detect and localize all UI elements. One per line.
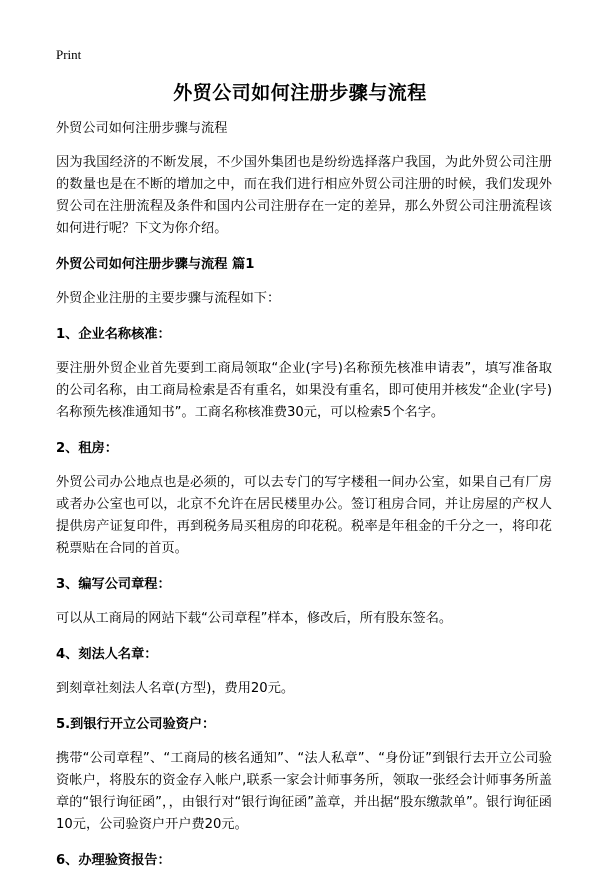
step-heading-5: 5.到银行开立公司验资户：	[56, 717, 216, 732]
step-heading-3: 3、编写公司章程：	[56, 577, 171, 592]
step-text-2: 外贸公司办公地点也是必须的，可以去专门的写字楼租一间办公室，如果自己有厂房或者办公室也可以，北京不允许在居民楼里办公。签订租房合同，并让房屋的产权人提供房产证复印件，再到税务局买租房的印花税。税率是年租金的千分之一，将印花税票贴在合同的首页。	[56, 475, 552, 556]
document-subtitle: 外贸公司如何注册步骤与流程	[56, 121, 228, 136]
section-intro: 外贸企业注册的主要步骤与流程如下：	[56, 291, 281, 306]
step-heading-4: 4、刻法人名章：	[56, 647, 158, 662]
print-label: Print	[56, 47, 82, 62]
step-text-1: 要注册外贸企业首先要到工商局领取“企业(字号)名称预先核准申请表”，填写准备取的公司名称，由工商局检索是否有重名，如果没有重名，即可使用并核发“企业(字号)名称预先核准通知书”。工商名称核准费30元，可以检索5个名字。	[56, 361, 552, 420]
step-text-5: 携带“公司章程”、“工商局的核名通知”、“法人私章”、“身份证”到银行去开立公司验资帐户，将股东的资金存入帐户,联系一家会计师事务所，领取一张经会计师事务所盖章的“银行询征函”，，由银行对“银行询征函”盖章，并出据“股东缴款单”。银行询征函10元，公司验资户开户费20元。	[56, 751, 552, 832]
document-title: 外贸公司如何注册步骤与流程	[173, 82, 427, 104]
step-heading-1: 1、企业名称核准：	[56, 327, 171, 342]
document-body	[56, 118, 552, 884]
step-text-4: 到刻章社刻法人名章(方型)，费用20元。	[56, 681, 295, 696]
section-heading: 外贸公司如何注册步骤与流程 篇1	[56, 257, 255, 272]
step-heading-2: 2、租房：	[56, 441, 118, 456]
step-heading-6: 6、办理验资报告：	[56, 853, 171, 868]
step-text-3: 可以从工商局的网站下载“公司章程”样本，修改后，所有股东签名。	[56, 611, 453, 626]
intro-paragraph: 因为我国经济的不断发展，不少国外集团也是纷纷选择落户我国，为此外贸公司注册的数量也是在不断的增加之中，而在我们进行相应外贸公司注册的时候，我们发现外贸公司在注册流程及条件和国内公司注册存在一定的差异，那么外贸公司注册流程该如何进行呢？下文为你介绍。	[56, 155, 552, 236]
